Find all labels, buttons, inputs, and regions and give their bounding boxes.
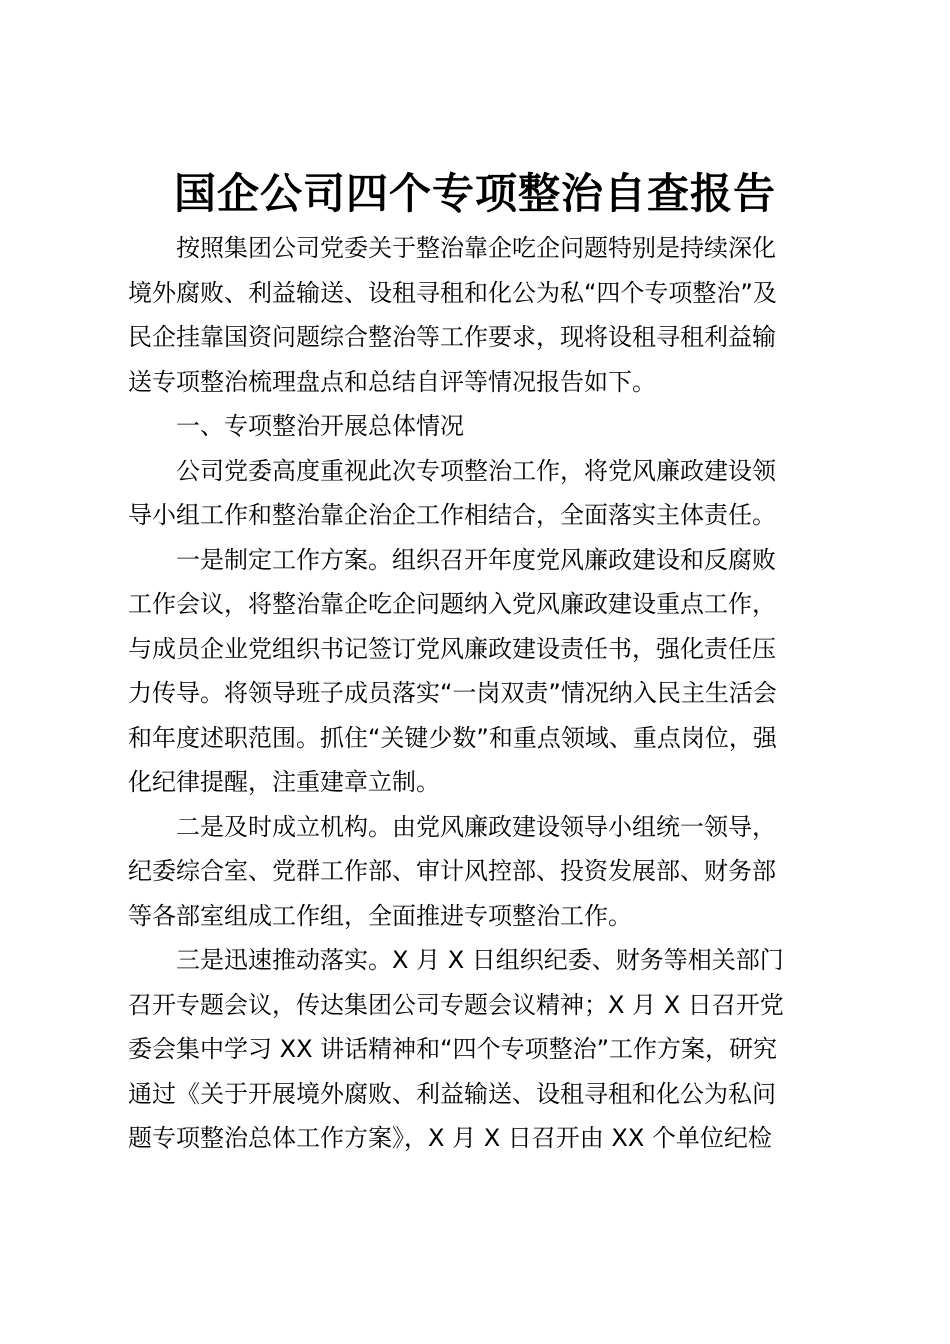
paragraph-line: 公司党委高度重视此次专项整治工作，将党风廉政建设领 [176, 457, 776, 485]
paragraph-line: 三是迅速推动落实。X 月 X 日组织纪委、财务等相关部门 [176, 946, 784, 974]
paragraph-line: 等各部室组成工作组，全面推进专项整治工作。 [128, 902, 632, 930]
paragraph-line: 送专项整治梳理盘点和总结自评等情况报告如下。 [128, 368, 656, 396]
paragraph-line: 境外腐败、利益输送、设租寻租和化公为私“四个专项整治”及 [128, 279, 777, 307]
paragraph-line: 按照集团公司党委关于整治靠企吃企问题特别是持续深化 [176, 234, 776, 262]
paragraph-line: 一是制定工作方案。组织召开年度党风廉政建设和反腐败 [176, 546, 776, 574]
section-heading: 一、专项整治开展总体情况 [176, 412, 464, 440]
document-title: 国企公司四个专项整治自查报告 [173, 169, 776, 218]
paragraph-line: 工作会议，将整治靠企吃企问题纳入党风廉政建设重点工作， [128, 590, 776, 618]
paragraph-line: 化纪律提醒，注重建章立制。 [128, 768, 440, 796]
paragraph-line: 二是及时成立机构。由党风廉政建设领导小组统一领导， [176, 813, 776, 841]
paragraph-line: 民企挂靠国资问题综合整治等工作要求，现将设租寻租利益输 [128, 323, 776, 351]
paragraph-line: 和年度述职范围。抓住“关键少数”和重点领域、重点岗位，强 [128, 724, 777, 752]
paragraph-line: 导小组工作和整治靠企治企工作相结合，全面落实主体责任。 [128, 501, 776, 529]
paragraph-line: 召开专题会议，传达集团公司专题会议精神；X 月 X 日召开党 [128, 991, 784, 1019]
paragraph-line: 力传导。将领导班子成员落实“一岗双责”情况纳入民主生活会 [128, 679, 777, 707]
paragraph-line: 题专项整治总体工作方案》，X 月 X 日召开由 XX 个单位纪检 [128, 1124, 772, 1152]
paragraph-line: 与成员企业党组织书记签订党风廉政建设责任书，强化责任压 [128, 635, 776, 663]
paragraph-line: 通过《关于开展境外腐败、利益输送、设租寻租和化公为私问 [128, 1080, 776, 1108]
paragraph-line: 纪委综合室、党群工作部、审计风控部、投资发展部、财务部 [128, 857, 776, 885]
paragraph-line: 委会集中学习 XX 讲话精神和“四个专项整治”工作方案，研究 [128, 1035, 778, 1063]
